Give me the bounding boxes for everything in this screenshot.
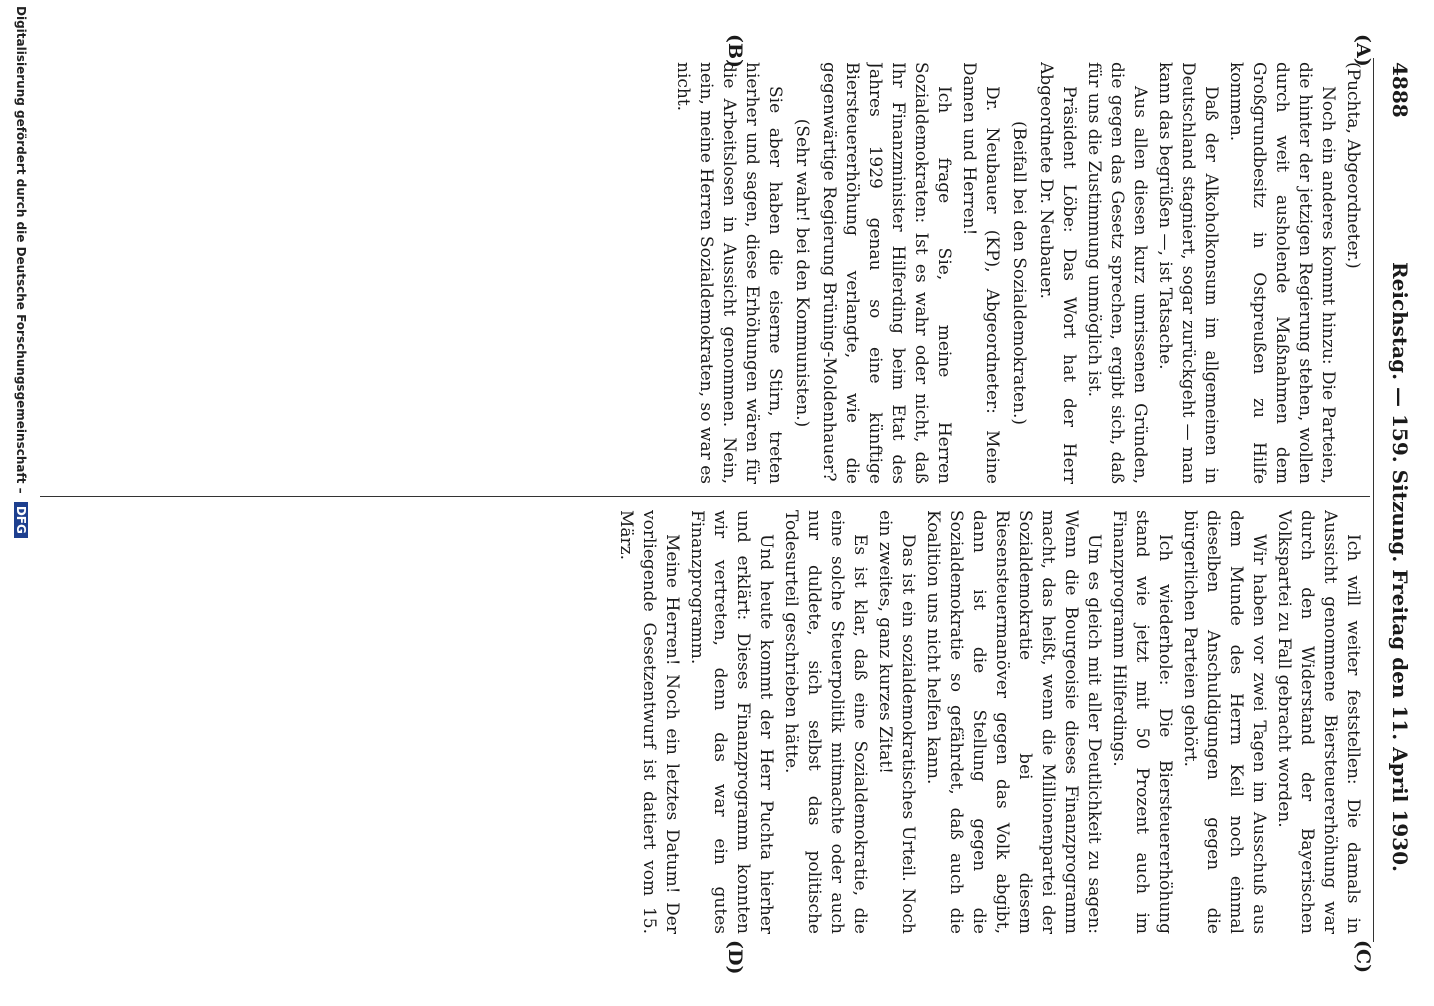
paragraph: Wir haben vor zwei Tagen im Ausschuß aus dem Munde des Herrn Keil noch einmal dieselben Anschuldigungen gegen die bürgerlichen Parteien gehört. [1180,510,1269,934]
column-divider [40,496,1370,497]
margin-mark-c: (C) [1352,940,1374,974]
paragraph: Ich frage Sie, meine Herren Sozialdemokraten: Ist es wahr oder nicht, daß Ihr Finanzminister Hilferding beim Etat des Jahres 1929 genau so eine künftige Biersteuererhöhung verlangte, wie die gegenwärtige Regierung Brüning-Moldenhauer? [819,62,954,484]
paragraph: Daß der Alkoholkonsum im allgemeinen in Deutschland stagniert, sogar zurückgeht — man kann das begrüßen —, ist Tatsache. [1155,62,1221,484]
dfg-logo: DFG [14,502,28,538]
paragraph: Das ist ein sozialdemokratisches Urteil. Noch ein zweites, ganz kurzes Zitat! [875,510,918,934]
paragraph: (Puchta, Abgeordneter.) [1343,62,1363,269]
paragraph: Ich wiederhole: Die Biersteuererhöhung stand wie jetzt mit 50 Prozent auch im Finanzprogramm Hilferdings. [1109,510,1175,934]
page-number: 4888 [1388,62,1412,118]
right-column [40,510,1364,934]
paragraph: Aus allen diesen kurz umrissenen Gründen, die gegen das Gesetz sprechen, ergibt sich, daß für uns die Zustimmung unmöglich ist. [1084,62,1150,484]
paragraph: (Sehr wahr! bei den Kommunisten.) [792,118,812,428]
margin-mark-d: (D) [724,940,746,975]
paragraph: Noch ein anderes kommt hinzu: Die Parteien, die hinter der jetzigen Regierung stehen, wollen durch weit ausholende Maßnahmen dem Großgrundbesitz in Ostpreußen zu Hilfe kommen. [1226,62,1338,484]
paragraph: Präsident Löbe: Das Wort hat der Herr Abgeordnete Dr. Neubauer. [1036,62,1079,484]
header-rule [1373,58,1374,942]
paragraph: Meine Herren! Noch ein letztes Datum! Der vorliegende Gesetzentwurf ist datiert vom 15. März. [616,510,682,934]
paragraph: Sie aber haben die eiserne Stirn, treten hierher und sagen, diese Erhöhungen wären für die Arbeitslosen in Aussicht genommen. Nein, nein, meine Herren Sozialdemokraten, so war es nicht. [673,62,785,484]
page-header [1382,62,1412,940]
margin-mark-b: (B) [724,34,746,69]
paragraph: Ich will weiter feststellen: Die damals in Aussicht genommene Biersteuererhöhung war durch den Widerstand der Bayerischen Volkspartei zu Fall gebracht worden. [1274,510,1363,934]
running-head: Reichstag. — 159. Sitzung. Freitag den 11. April 1930. [1388,262,1412,872]
paragraph: Es ist klar, daß eine Sozialdemokratie, die eine solche Steuerpolitik mitmachte oder auch nur duldete, sich selbst das politische Todesurteil geschrieben hätte. [781,510,870,934]
digitization-credit [14,0,28,1006]
credit-text: Digitalisierung gefördert durch die Deutsche Forschungsgemeinschaft – [14,6,28,494]
paragraph: Und heute kommt der Herr Puchta hierher und erklärt: Dieses Finanzprogramm konnten wir vertreten, denn das war ein gutes Finanzprogramm. [687,510,776,934]
paragraph: Um es gleich mit aller Deutlichkeit zu sagen: Wenn die Bourgeoisie dieses Finanzprogramm macht, das heißt, wenn die Millionenpartei der Sozialdemokratie bei diesem Riesensteuermanöver gegen das Volk abgibt, dann ist die Stellung gegen die Sozialdemokratie so gefährdet, daß auch die Koalition uns nicht helfen kann. [923,510,1104,934]
margin-mark-a: (A) [1352,34,1374,67]
paragraph: (Beifall bei den Sozialdemokraten.) [1009,121,1029,425]
paragraph: Dr. Neubauer (KP), Abgeordneter: Meine Damen und Herren! [959,62,1002,484]
left-column [40,62,1364,484]
